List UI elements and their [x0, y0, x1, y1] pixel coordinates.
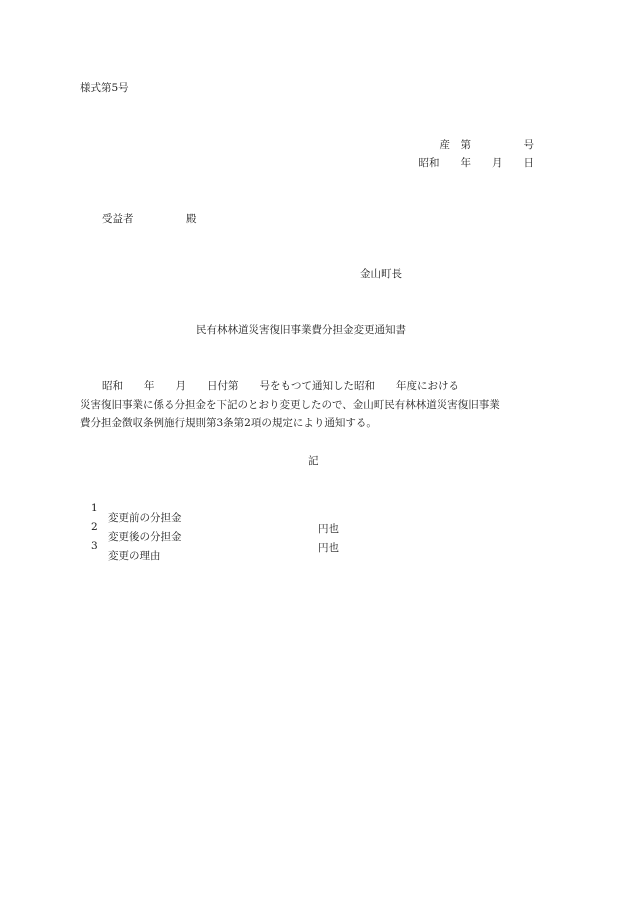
body-line-2: 災害復旧事業に係る分担金を下記のとおり変更したので、金山町民有林林道災害復旧事業: [80, 399, 500, 411]
item-number: 3: [91, 539, 98, 552]
body-line-3: 費分担金徴収条例施行規則第3条第2項の規定により通知する。: [80, 417, 377, 429]
document-number: 産 第 号: [439, 139, 534, 151]
item-label: 変更後の分担金: [108, 531, 182, 543]
item-number: 1: [91, 501, 98, 514]
form-number: 様式第5号: [80, 82, 129, 94]
sender: 金山町長: [360, 268, 402, 280]
list-item: [0, 530, 630, 562]
item-label: 変更の理由: [108, 550, 161, 562]
document-title: 民有林林道災害復旧事業費分担金変更通知書: [196, 324, 406, 336]
item-unit: 円也: [318, 522, 339, 535]
addressee: 受益者 殿: [102, 213, 197, 225]
item-label: 変更前の分担金: [108, 512, 182, 524]
item-unit: 円也: [318, 541, 339, 554]
item-number: 2: [91, 520, 98, 533]
body-line-1: 昭和 年 月 日付第 号をもつて通知した昭和 年度における: [102, 380, 459, 392]
date-line: 昭和 年 月 日: [418, 157, 534, 169]
ki-heading: 記: [308, 455, 319, 467]
